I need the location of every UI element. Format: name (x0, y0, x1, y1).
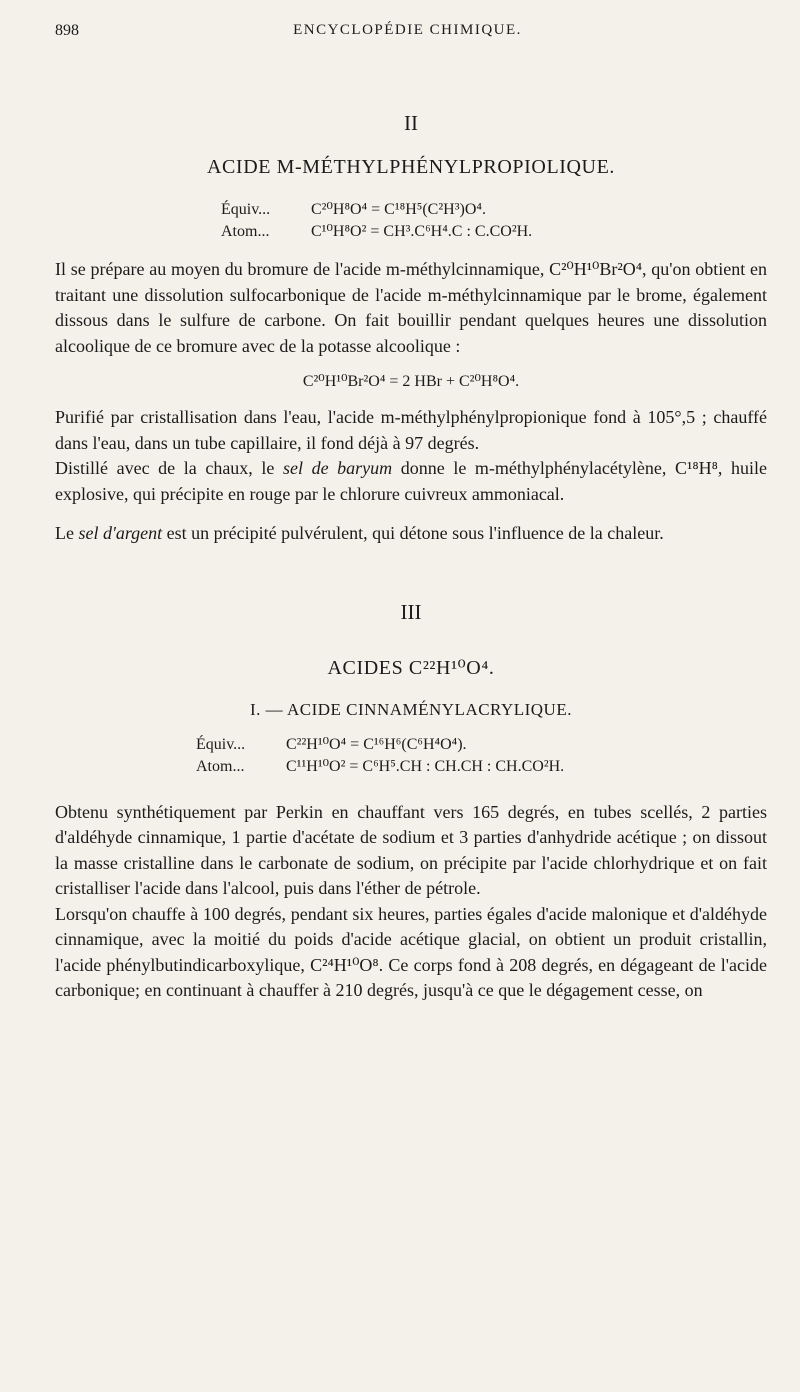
italic-term: sel de baryum (282, 458, 393, 478)
paragraph: Lorsqu'on chauffe à 100 degrés, pendant six heures, parties égales d'acide malonique et d'aldéhyde cinnamique, avec la moitié du poids d'acide acétique glacial, on obtient un produit cristallin, l'acide phénylbutindicarboxylique, C²⁴H¹⁰O⁸. Ce corps fond à 208 degrés, en dégageant de l'acide carbonique; en continuant à chauffer à 210 degrés, jusqu'à ce que le dégagement cesse, on (55, 903, 767, 1000)
atom-row (221, 221, 601, 243)
equiv-row (221, 199, 601, 221)
atom-label: Atom... (221, 223, 270, 240)
section-title: ACIDE M-MÉTHYLPHÉNYLPROPIOLIQUE. (206, 156, 616, 178)
page-number: 898 (55, 22, 79, 39)
section-title: ACIDES C²²H¹⁰O⁴. (327, 656, 495, 679)
atom-label: Atom... (196, 757, 245, 775)
section-numeral: II (404, 111, 418, 135)
atom-row (196, 756, 626, 778)
paragraph: Il se prépare au moyen du bromure de l'acide m-méthylcinnamique, C²⁰H¹⁰Br²O⁴, qu'on obtient en traitant une dissolution sulfocarbonique de l'acide m-méthylcinnamique par le brome, également dissous dans le sulfure de carbone. On fait bouillir pendant quelques heures une dissolution alcoolique de ce bromure avec de la potasse alcoolique : (55, 259, 767, 356)
equiv-formula: C²²H¹⁰O⁴ = C¹⁶H⁶(C⁶H⁴O⁴). (286, 735, 467, 753)
italic-term: sel d'argent (78, 523, 163, 543)
atom-formula: C¹¹H¹⁰O² = C⁶H⁵.CH : CH.CH : CH.CO²H. (286, 757, 565, 775)
paragraph (55, 456, 767, 507)
paragraph-text: donne le m-méthylphénylacétylène, C¹⁸H⁸, huile explosive, qui précipite en rouge par le chlorure cuivreux ammoniacal. (55, 458, 767, 504)
paragraph: Purifié par cristallisation dans l'eau, l'acide m-méthylphénylpropionique fond à 105°,5 ; chauffé dans l'eau, dans un tube capillaire, il fond déjà à 97 degrés. (55, 407, 767, 453)
equiv-formula: C²⁰H⁸O⁴ = C¹⁸H⁵(C²H³)O⁴. (311, 201, 486, 218)
formula-block (221, 199, 601, 243)
equiv-row (196, 734, 626, 756)
equiv-label: Équiv... (196, 735, 246, 753)
paragraph-text: Le (55, 523, 79, 543)
equiv-label: Équiv... (221, 201, 271, 218)
reaction-equation: C²⁰H¹⁰Br²O⁴ = 2 HBr + C²⁰H⁸O⁴. (302, 373, 520, 390)
running-title: ENCYCLOPÉDIE CHIMIQUE. (293, 22, 522, 38)
paragraph-text: est un précipité pulvérulent, qui détone sous l'influence de la chaleur. (162, 523, 664, 543)
page-content (55, 110, 767, 1004)
paragraph-text: Distillé avec de la chaux, le (55, 458, 283, 478)
page-header (55, 22, 760, 46)
atom-formula: C¹⁰H⁸O² = CH³.C⁶H⁴.C : C.CO²H. (311, 223, 533, 240)
section-numeral: III (400, 599, 422, 624)
paragraph: Obtenu synthétiquement par Perkin en chauffant vers 165 degrés, en tubes scellés, 2 parties d'aldéhyde cinnamique, 1 partie d'acétate de sodium et 3 parties d'anhydride acétique ; on dissout la masse cristalline dans le carbonate de sodium, on précipite par l'acide chlorhydrique et on fait cristalliser l'acide dans l'alcool, puis dans l'éther de pétrole. (55, 801, 767, 898)
paragraph (55, 521, 767, 547)
formula-block (196, 734, 626, 778)
subsection-title: I. — ACIDE CINNAMÉNYLACRYLIQUE. (250, 699, 572, 719)
